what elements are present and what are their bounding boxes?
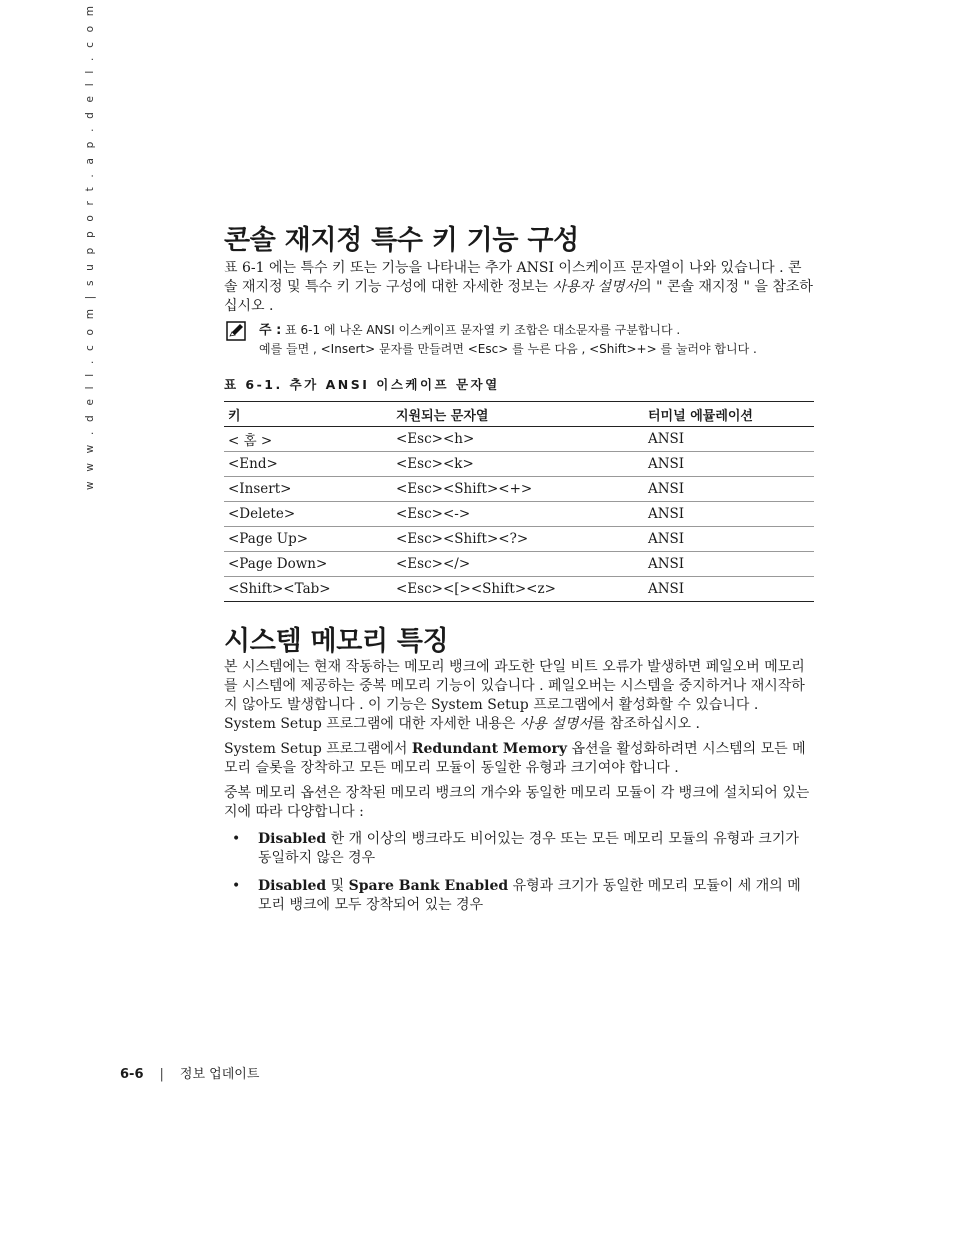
disabled-label: Disabled [258, 831, 327, 847]
memory-section-body [224, 658, 814, 924]
intro-text-end: 의 " 콘솔 재지정 " 을 참조하십시오 . [224, 279, 813, 314]
cell-key: < 홈 > [224, 427, 392, 452]
note-box [224, 321, 814, 359]
cell-key: <Shift><Tab> [228, 581, 331, 597]
user-manual-reference: 사용 설명서 [519, 716, 592, 732]
ansi-escape-table [224, 401, 814, 602]
table-row [224, 502, 814, 527]
cell-emulation: ANSI [644, 527, 814, 552]
cell-string: <Esc></> [392, 552, 644, 577]
intro-paragraph [224, 259, 814, 316]
p2-text-end: 옵션을 활성화하려면 시스템의 모든 메모리 슬롯을 장착하고 모든 메모리 모듈이 동일한 유형과 크기여야 합니다 . [224, 741, 806, 776]
cell-key: <Page Down> [224, 552, 392, 577]
cell-emulation: ANSI [644, 427, 814, 452]
bullet-glyph: • [232, 831, 241, 847]
bullet-2-text: 유형과 크기가 동일한 메모리 모듈이 세 개의 메모리 뱅크에 모두 장착되어 있는 경우 [258, 878, 801, 913]
cell-string: <Esc><Shift><?> [392, 527, 644, 552]
user-guide-reference: 사용자 설명서 [552, 279, 639, 295]
memory-paragraph-1 [224, 658, 814, 734]
table-row [224, 577, 814, 602]
header-key: 키 [224, 402, 392, 427]
cell-string: <Esc><-> [392, 502, 644, 527]
table-row [224, 527, 814, 552]
cell-emulation: ANSI [644, 502, 814, 527]
table-row [224, 427, 814, 452]
footer-separator: | [159, 1067, 164, 1082]
note-line-1: 표 6-1 에 나온 ANSI 이스케이프 문자열 키 조합은 대소문자를 구분합니다 . [285, 323, 681, 337]
table-row [224, 452, 814, 477]
cell-emulation: ANSI [644, 477, 814, 502]
p2-text-start: System Setup 프로그램에서 [224, 741, 412, 757]
redundant-memory-option: Redundant Memory [411, 741, 567, 757]
table-row [224, 477, 814, 502]
cell-string: <Esc><[><Shift><z> [396, 581, 556, 597]
p1-text-end: 를 참조하십시오 . [591, 716, 700, 732]
cell-emulation: ANSI [644, 452, 814, 477]
header-supported-string: 지원되는 문자열 [392, 402, 644, 427]
memory-mode-list [224, 830, 814, 915]
cell-key: <Page Up> [224, 527, 392, 552]
table-title: 표 6-1. 추가 ANSI 이스케이프 문자열 [224, 377, 500, 392]
cell-key: <Delete> [224, 502, 392, 527]
side-url-text: w w w . d e l l . c o m | s u p p o r t . a p . d e l l . c o m [84, 2, 96, 490]
note-pencil-icon [226, 321, 246, 341]
list-item [224, 877, 814, 915]
memory-paragraph-2 [224, 740, 814, 778]
page-number: 6-6 [120, 1067, 144, 1082]
spare-bank-enabled-label: Spare Bank Enabled [348, 878, 509, 894]
disabled-label: Disabled [258, 878, 327, 894]
page-footer [120, 1063, 259, 1082]
cell-string: <Esc><Shift><+> [392, 477, 644, 502]
memory-paragraph-3: 중복 메모리 옵션은 장착된 메모리 뱅크의 개수와 동일한 메모리 모듈이 각 뱅크에 설치되어 있는지에 따라 다양합니다 : [224, 785, 810, 820]
note-label: 주 : [259, 323, 282, 338]
note-line-2: 예를 들면 , <Insert> 문자를 만들려면 <Esc> 를 누른 다음 , <Shift>+> 를 눌러야 합니다 . [259, 342, 757, 356]
note-text [259, 321, 819, 359]
list-item [224, 830, 814, 868]
table-header-row [224, 402, 814, 427]
chapter-title: 정보 업데이트 [179, 1067, 260, 1082]
cell-string: <Esc><k> [392, 452, 644, 477]
cell-string: <Esc><h> [392, 427, 644, 452]
bullet-glyph: • [232, 878, 241, 894]
cell-emulation: ANSI [648, 581, 685, 597]
bullet-1-text: 한 개 이상의 뱅크라도 비어있는 경우 또는 모든 메모리 모듈의 유형과 크기가 동일하지 않은 경우 [258, 831, 799, 866]
p1-text-start: 본 시스템에는 현재 작동하는 메모리 뱅크에 과도한 단일 비트 오류가 발생하면 페일오버 메모리를 시스템에 제공하는 중복 메모리 기능이 있습니다 . 페일오버는 시스템을 중지하거나 재시작하지 않아도 발생합니다 . 이 기능은 System Setup 프로그램에서 활성화할 수 있습니다 . System Setup 프로그램에 대한 자세한 내용은 [224, 659, 805, 732]
section-title-system-memory: 시스템 메모리 특징 [224, 626, 449, 657]
cell-key: <End> [224, 452, 392, 477]
bullet-2-conjunction: 및 [326, 878, 349, 894]
cell-emulation: ANSI [644, 552, 814, 577]
table-row [224, 552, 814, 577]
intro-text-start: 표 6-1 에는 특수 키 또는 기능을 나타내는 추가 ANSI 이스케이프 문자열이 나와 있습니다 . 콘솔 재지정 및 특수 키 기능 구성에 대한 자세한 정보는 [224, 260, 802, 295]
header-terminal-emulation: 터미널 에뮬레이션 [644, 402, 814, 427]
section-title-console-redirection: 콘솔 재지정 특수 키 기능 구성 [224, 225, 579, 256]
cell-key: <Insert> [224, 477, 392, 502]
